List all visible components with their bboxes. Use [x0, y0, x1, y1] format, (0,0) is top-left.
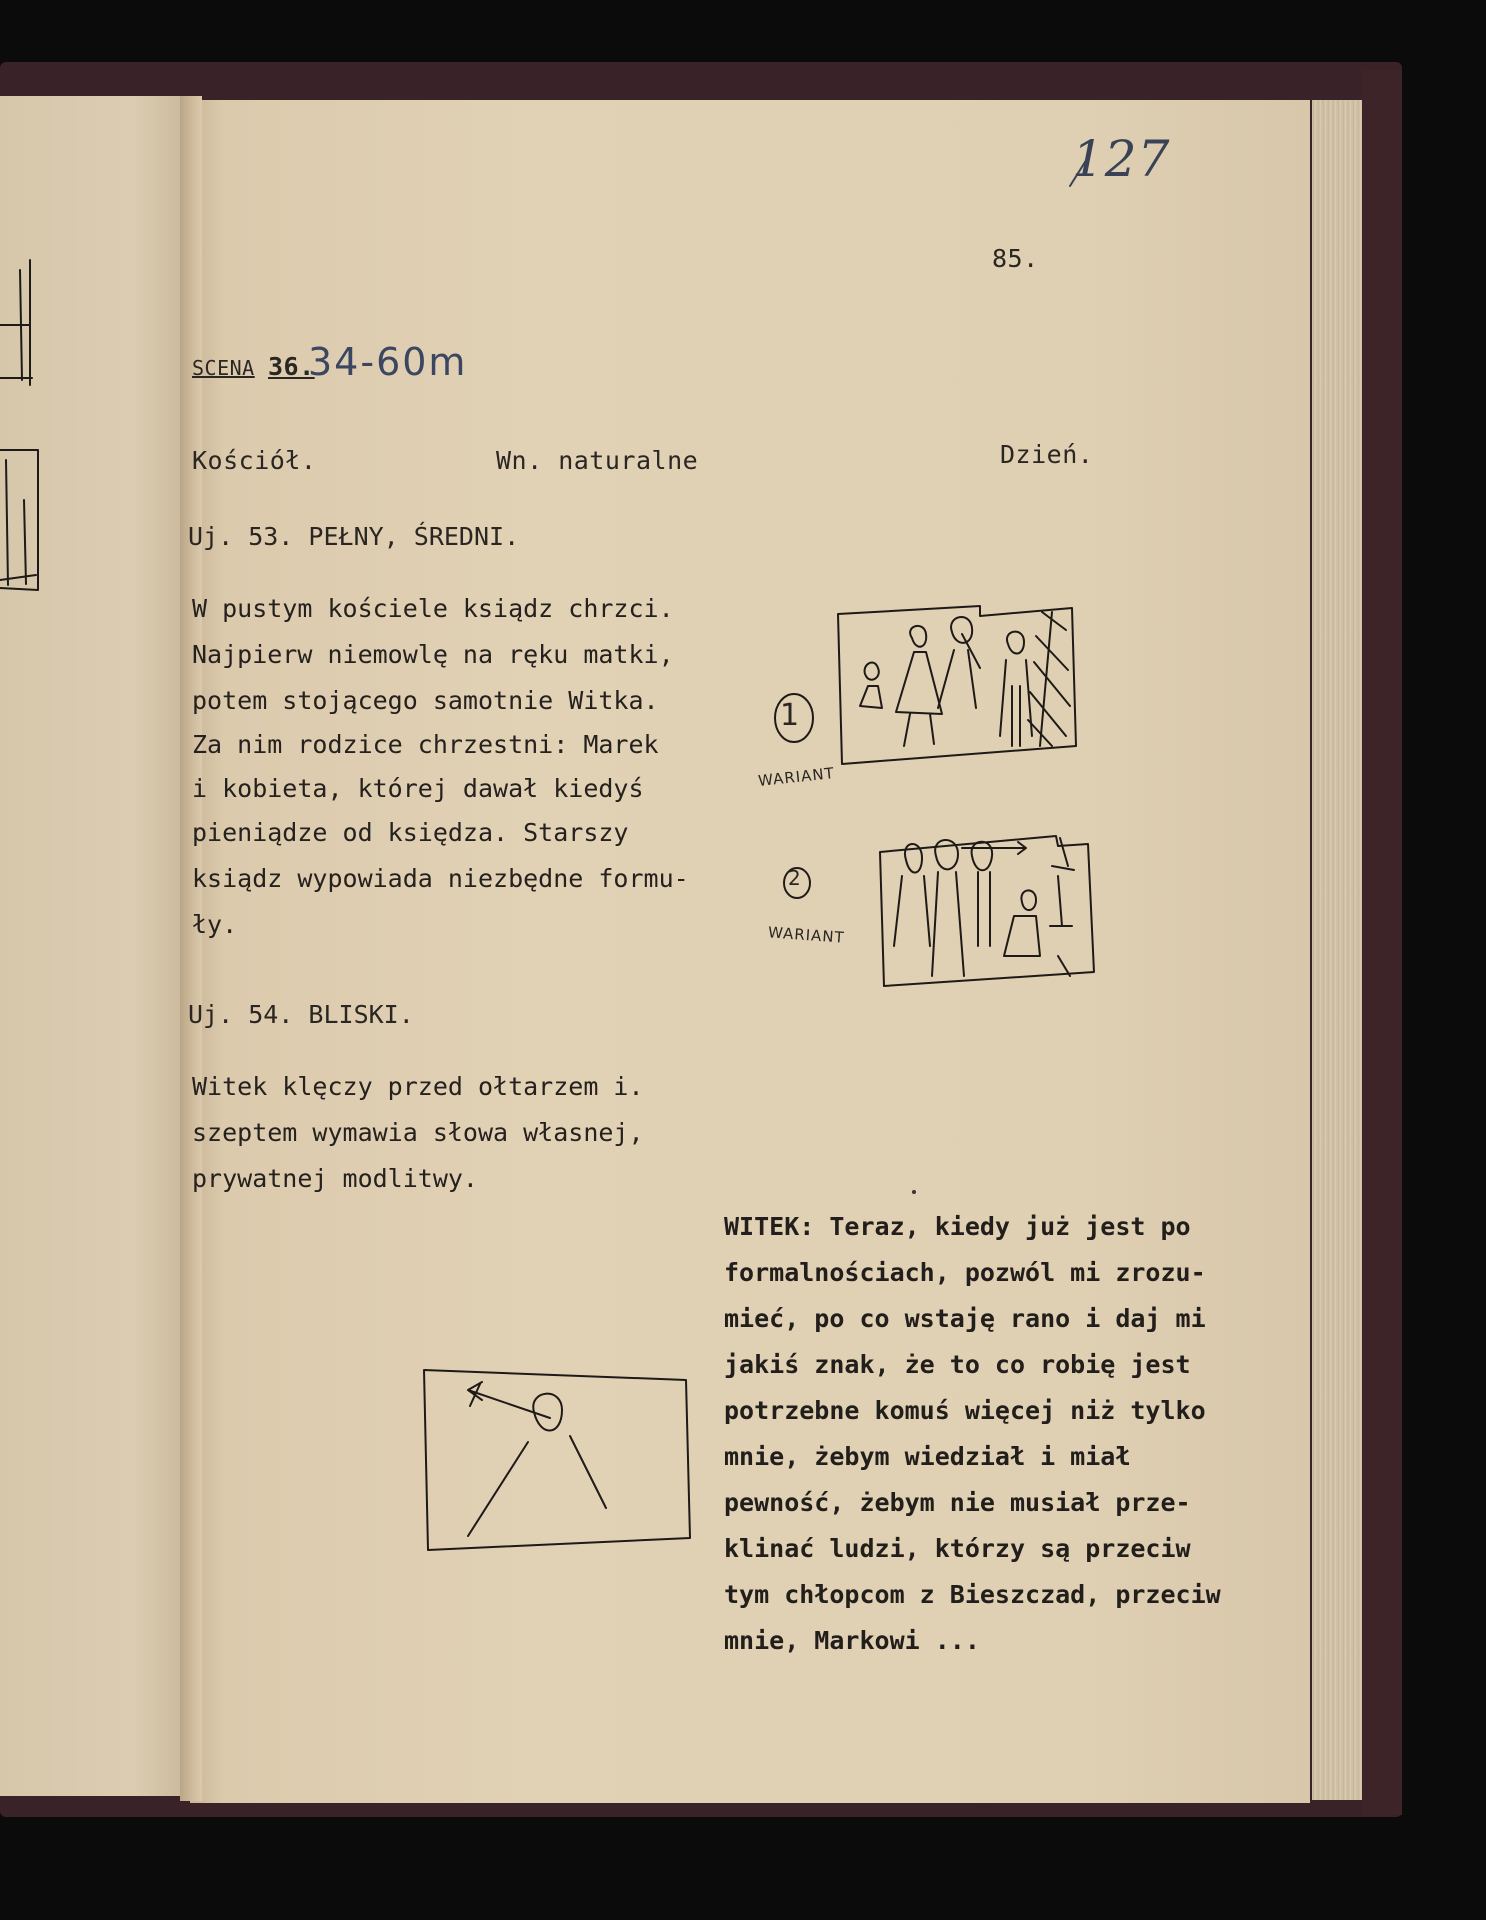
- variant-1-label: WARIANT: [757, 764, 836, 790]
- variant-1-circle: [770, 690, 820, 750]
- page-edges: [1312, 100, 1362, 1800]
- variant-2-storyboard-sketch: [872, 826, 1102, 996]
- location-place: Kościół.: [192, 446, 317, 475]
- dialogue-line: mnie, Markowi ...: [724, 1626, 980, 1655]
- dialogue-line: formalnościach, pozwól mi zrozu-: [724, 1258, 1206, 1287]
- left-page-sketch: [0, 250, 190, 610]
- folio-handwritten: 127: [1072, 130, 1171, 188]
- ink-dot: [912, 1190, 916, 1194]
- shot-description-line: pieniądze od księdza. Starszy: [192, 818, 629, 847]
- variant-1-number: 1: [780, 698, 800, 733]
- shot-description-line: potem stojącego samotnie Witka.: [192, 686, 659, 715]
- dialogue-line: mnie, żebym wiedział i miał: [724, 1442, 1131, 1471]
- location-time: Dzień.: [1000, 440, 1094, 469]
- page-number: 85.: [992, 244, 1039, 273]
- dialogue-line: pewność, żebym nie musiał prze-: [724, 1488, 1191, 1517]
- book-cover-right: [1362, 70, 1402, 1815]
- dialogue-line: mieć, po co wstaję rano i daj mi: [724, 1304, 1206, 1333]
- shot-heading: Uj. 54. BLISKI.: [188, 1000, 414, 1029]
- dialogue-line: tym chłopcom z Bieszczad, przeciw: [724, 1580, 1221, 1609]
- location-interior: Wn. naturalne: [496, 446, 699, 475]
- shot-description-line: Najpierw niemowlę na ręku matki,: [192, 640, 674, 669]
- shot-description-line: ły.: [192, 910, 238, 939]
- scene-number: 36.: [268, 352, 315, 381]
- shot-description-line: prywatnej modlitwy.: [192, 1164, 478, 1193]
- folio-underline: [1068, 150, 1108, 190]
- shot-description-line: W pustym kościele ksiądz chrzci.: [192, 594, 674, 623]
- dialogue-line: potrzebne komuś więcej niż tylko: [724, 1396, 1206, 1425]
- scene-handwritten-note: 34-60m: [308, 340, 468, 384]
- variant-1-storyboard-sketch: [830, 596, 1080, 776]
- variant-2-number: 2: [788, 866, 801, 890]
- shot-description-line: Witek klęczy przed ołtarzem i.: [192, 1072, 644, 1101]
- shot-description-line: Za nim rodzice chrzestni: Marek: [192, 730, 659, 759]
- shot-description-line: szeptem wymawia słowa własnej,: [192, 1118, 644, 1147]
- variant-2-label: WARIANT: [767, 923, 846, 947]
- scene-label: SCENA: [192, 356, 255, 380]
- dialogue-line: klinać ludzi, którzy są przeciw: [724, 1534, 1191, 1563]
- shot-description-line: ksiądz wypowiada niezbędne formu-: [192, 864, 689, 893]
- dialogue-line: jakiś znak, że to co robię jest: [724, 1350, 1191, 1379]
- shot-heading: Uj. 53. PEŁNY, ŚREDNI.: [188, 522, 520, 551]
- shot-description-line: i kobieta, której dawał kiedyś: [192, 774, 644, 803]
- closeup-storyboard-sketch: [410, 1360, 700, 1560]
- dialogue-line: WITEK: Teraz, kiedy już jest po: [724, 1212, 1191, 1241]
